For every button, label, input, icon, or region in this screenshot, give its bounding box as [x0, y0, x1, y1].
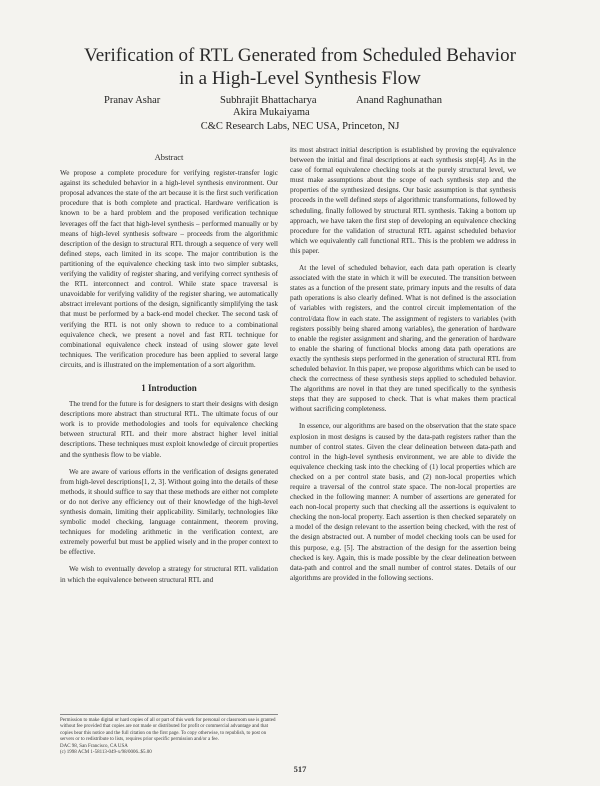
- right-column: [290, 145, 516, 590]
- right-paragraph-3: In essence, our algorithms are based on the observation that the state space explosion in most designs is caused by the data-path registers rather than the number of control states. Given the clear delineation between data-path and control in the high-level synthesis environment, we are able to divide the equivalence checking task into the checking of (1) local properties which are checked on a per control state basis, and (2) non-local properties which require a traversal of the control state space. The non-local properties are checked in the following manner: A number of assertions are generated for each non-local property such that checking all the assertions is equivalent to checking the non-local property. Each assertion is then checked separately on a model of the design relevant to the assertion being checked, with the rest of the design abstracted out. A number of model checking tools can be used for this purpose, e.g. [5]. The abstraction of the design for the assertion being checked is key. Again, this is made possible by the clear delineation between data-path and control and the small number of control states. Details of our algorithms are provided in the following sections.: [290, 422, 516, 582]
- abstract-text: We propose a complete procedure for verifying register-transfer logic against its scheduled behavior in a high-level synthesis environment. Our proposal advances the state of the art because it is the first such verification procedure that is both complete and practical. Hardware verification is known to be a hard problem and the proposed verification technique leverages off the fact that high-level synthesis – performed manually or by means of high-level synthesis software – proceeds from the algorithmic description of the design to structural RTL through a sequence of very well defined steps, each limited in its scope. The major contribution is the partitioning of the equivalence checking task into two simpler subtasks, verifying the validity of register sharing, and verifying correct synthesis of the RTL interconnect and control. While state space traversal is unavoidable for verifying validity of the register sharing, we automatically abstract irrelevant portions of the design, significantly simplifying the task that must be performed by a back-end model checker. The second task of verifying the RTL is not only shown to reduce to a combinational equivalence check, we present a novel and fast RTL technique for combinational equivalence check instead of using slower gate level techniques. The verification procedure has been applied to several large circuits, and is illustrated on the implementation of a sort algorithm.: [60, 169, 278, 369]
- page-number: 517: [293, 764, 307, 774]
- footnote-conference: DAC 98, San Francisco, CA USA: [60, 743, 128, 749]
- affiliation: C&C Research Labs, NEC USA, Princeton, NJ: [200, 121, 400, 132]
- footnote-copyright: (c) 1998 ACM 1-58113-049-x/98/0006..$5.00: [60, 750, 152, 756]
- copyright-footnote: [60, 714, 278, 756]
- right-paragraph-1: its most abstract initial description is established by proving the equivalence between the initial and final descriptions at each synthesis step[4]. As in the case of formal equivalence checking tools at the purely structural level, we must make assumptions about the scope of each synthesis step and the properties of the synthesized designs. Our basic assumption is that synthesis proceeds in the well defined steps of algorithmic transformations, followed by scheduling, finally followed by structural RTL synthesis. Taking a bottom up approach, we have taken the first step of developing an equivalence checking procedure for the validation of structural RTL against scheduled behavior which we equivalently call functional RTL. This is the problem we address in this paper.: [290, 146, 516, 255]
- author-1: Pranav Ashar: [104, 95, 161, 106]
- paper-title: [40, 44, 560, 90]
- footnote-permission: Permission to make digital or hard copies of all or part of this work for personal or classroom use is granted without fee provided that copies are not made or distributed for profit or commercial advantage and that copies bear this notice and the full citation on the first page. To copy otherwise, to republish, to post on servers or to redistribute to lists, requires prior specific permission and/or a fee.: [60, 718, 276, 743]
- author-4: Akira Mukaiyama: [233, 107, 310, 118]
- abstract-heading: Abstract: [154, 152, 184, 162]
- title-line-1: Verification of RTL Generated from Scheduled Behavior: [84, 45, 516, 66]
- author-2: Subhrajit Bhattacharya: [220, 95, 317, 106]
- intro-heading: 1 Introduction: [141, 382, 197, 393]
- left-column: [60, 152, 278, 592]
- intro-paragraph-1: The trend for the future is for designers to start their designs with design descriptions more abstract than structural RTL. The ultimate focus of our work is to provide methodologies and tools for equivalence checking between structural RTL and their more abstract higher level initial descriptions. These techniques must exploit knowledge of circuit properties and the synthesis flow to be viable.: [60, 400, 278, 459]
- intro-paragraph-3: We wish to eventually develop a strategy for structural RTL validation in which the equivalence between structural RTL and: [60, 565, 278, 584]
- right-paragraph-2: At the level of scheduled behavior, each data path operation is clearly associated with the state in which it will be executed. The transition between states as a function of the present state, primary inputs and the results of data path operations is also clearly defined. What is not defined is the association of variables with registers, and the control circuit implementation of the control/data flow in each state. The assignment of registers to variables (with registers possibly being shared among variables), the generation of hardware to enable the register assignment and sharing, and the generation of hardware to enable the sharing of functional blocks among data path operations are exactly the synthesis steps performed in the generation of structural RTL from scheduled behavior. In this paper, we propose algorithms which can be used to check the correctness of these synthesis steps applied to scheduled behavior. The algorithms are novel in that they are tuned specifically to the synthesis steps that they are supposed to check. That is what makes them practical without sacrificing completeness.: [290, 264, 516, 414]
- title-line-2: in a High-Level Synthesis Flow: [179, 68, 421, 89]
- intro-paragraph-2: We are aware of various efforts in the verification of designs generated from high-level descriptions[1, 2, 3]. Without going into the details of these methods, it should suffice to say that these methods are either not complete or do not derive any efficiency out of their knowledge of the high-level synthesis domain, limiting their applicability. Similarly, technologies like symbolic model checking, language containment, theorem proving, techniques for modeling arithmetic in the verification context, are extremely powerful but must be applied wisely and in the proper context to be effective.: [60, 467, 278, 557]
- author-list: [0, 95, 600, 118]
- author-3: Anand Raghunathan: [356, 95, 443, 106]
